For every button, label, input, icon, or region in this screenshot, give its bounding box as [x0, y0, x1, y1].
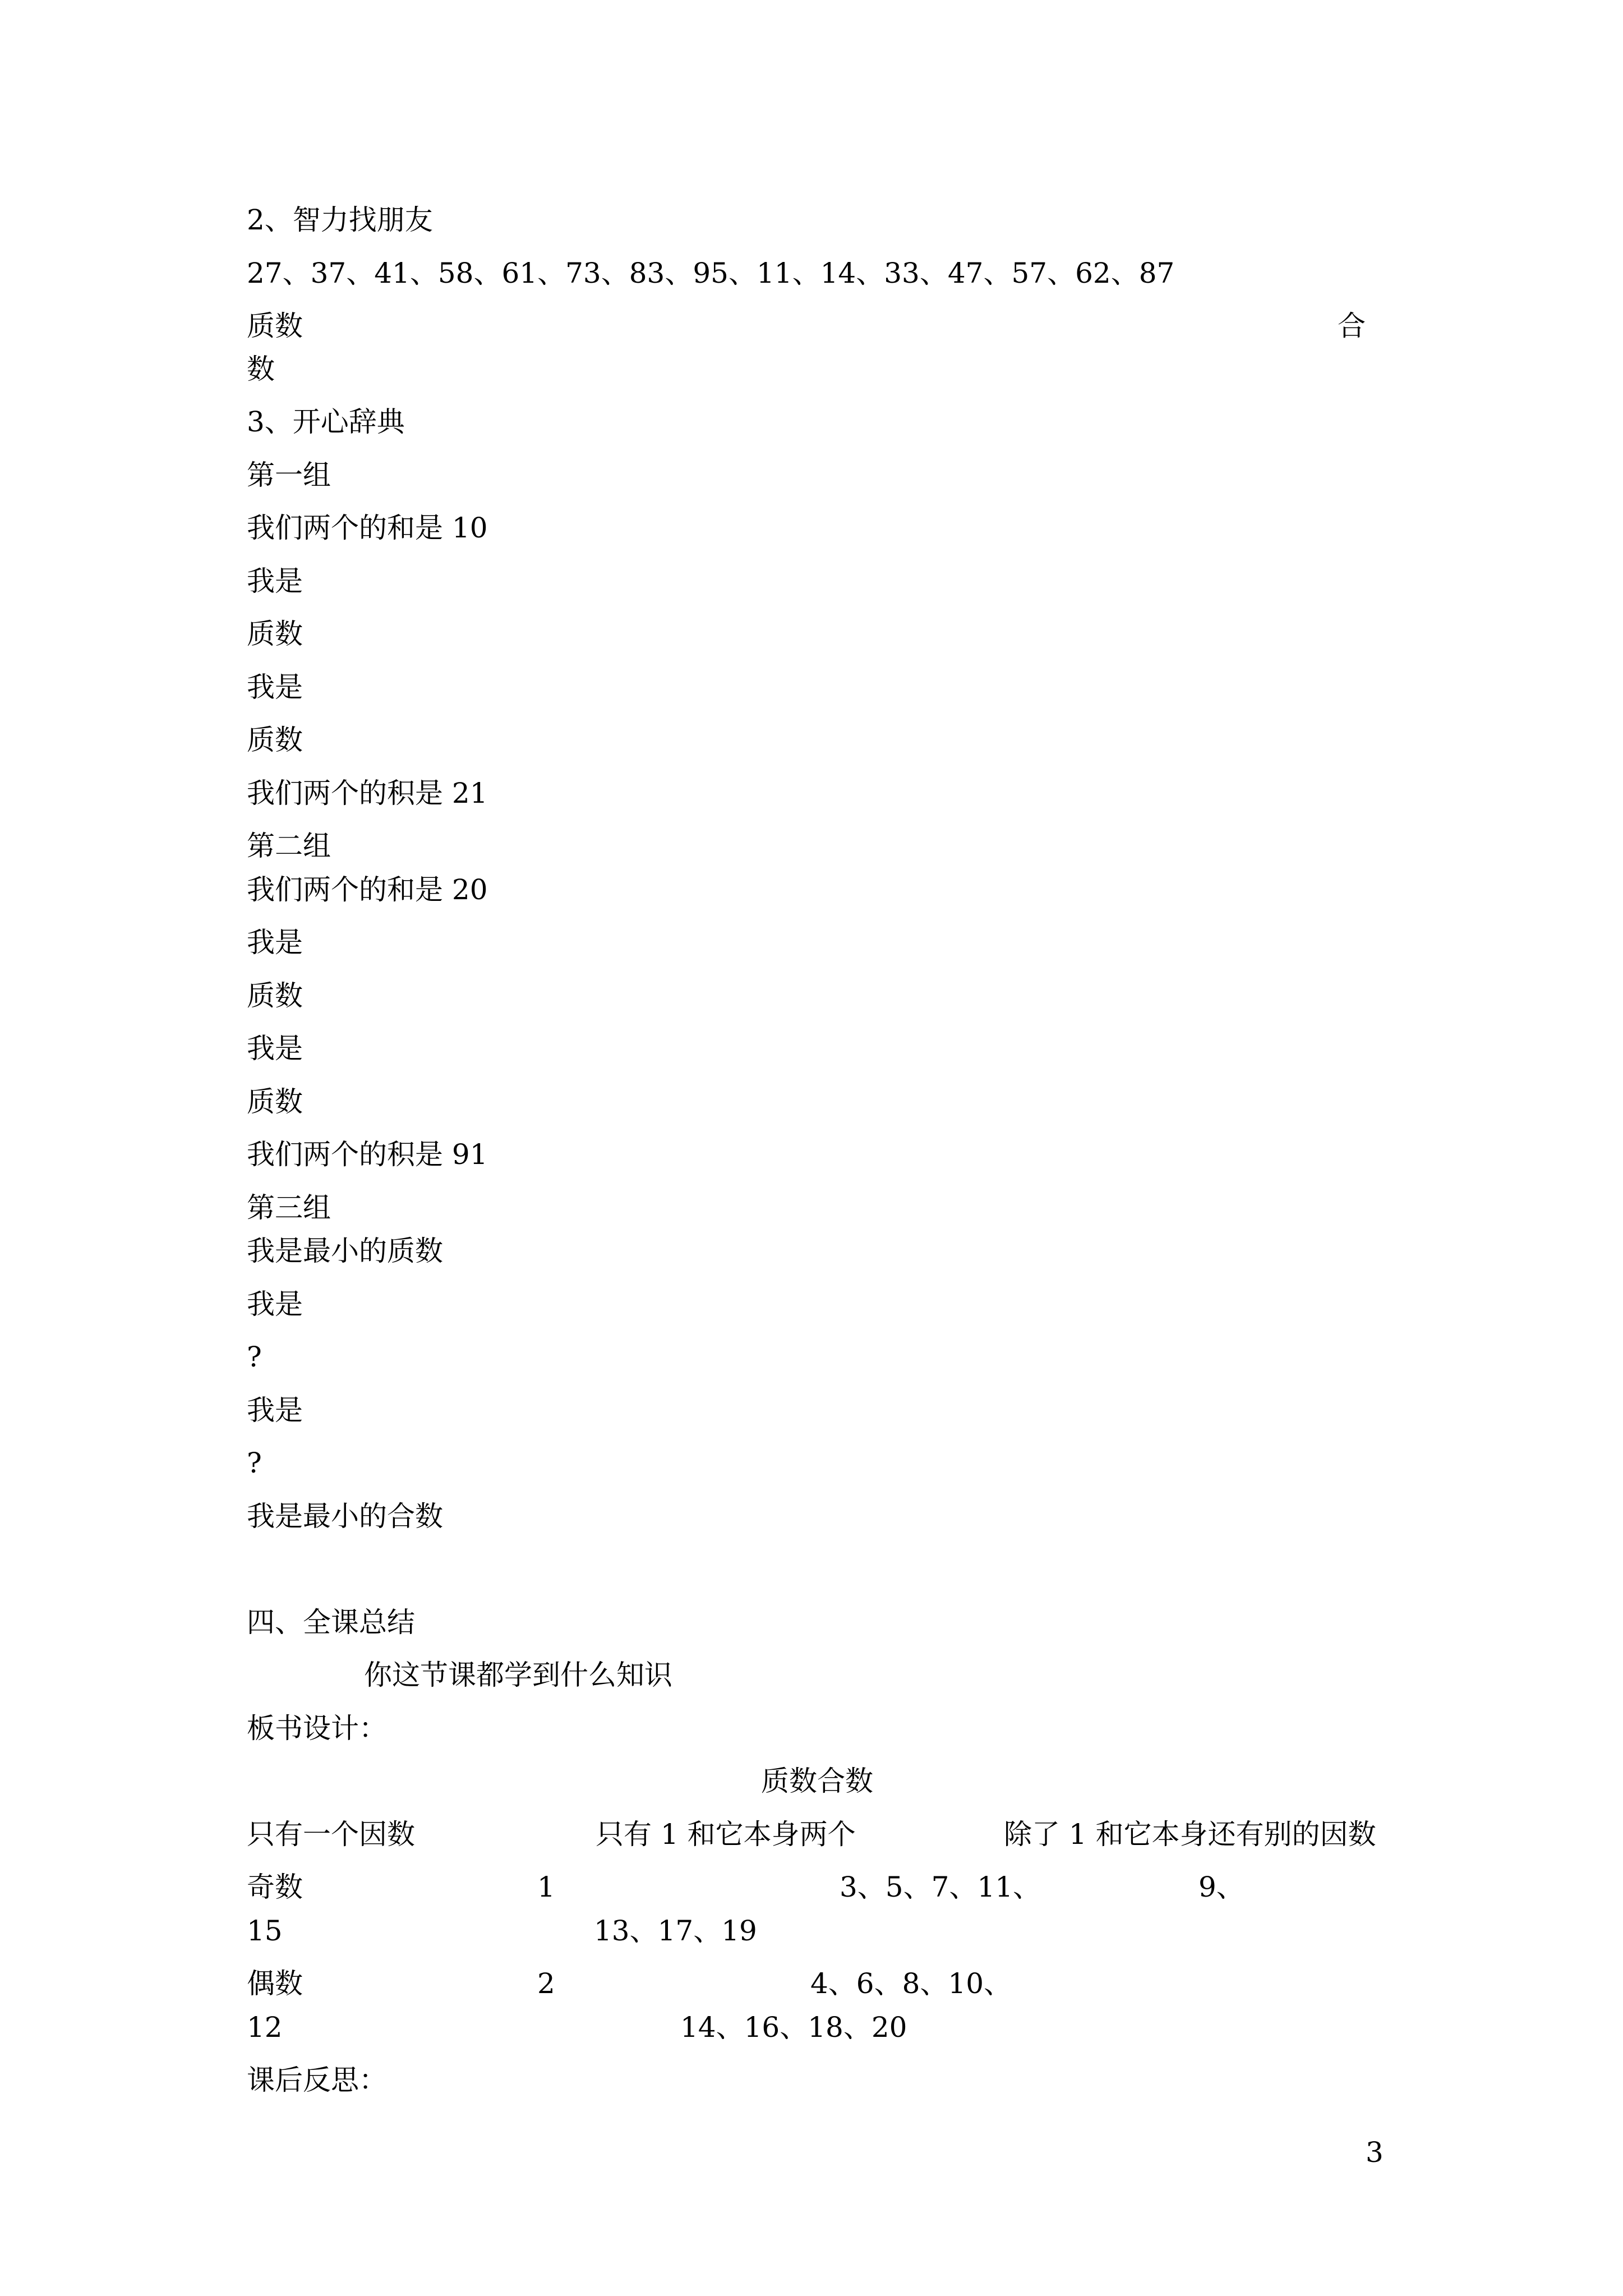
even-composites-line-3: 14、16、18、20 [680, 2011, 907, 2044]
odd-one-factor: 1 [537, 1871, 555, 1903]
group-1-i-am-1: 我是 [247, 565, 303, 597]
board-title: 质数合数 [761, 1765, 873, 1797]
group-1-product: 我们两个的积是 21 [247, 777, 488, 809]
board-design-label: 板书设计： [247, 1712, 387, 1745]
group-1-prime-2: 质数 [247, 724, 303, 756]
header-two-factors: 只有 1 和它本身两个 [596, 1818, 856, 1851]
group-2-product: 我们两个的积是 91 [247, 1138, 488, 1171]
group-2-prime-2: 质数 [247, 1085, 303, 1118]
group-3-question-1: ? [247, 1341, 262, 1373]
even-one-factor: 2 [537, 1967, 555, 2000]
odd-primes-line-2: 13、17、19 [594, 1915, 757, 1947]
reflection-label: 课后反思： [247, 2064, 387, 2096]
summary-question: 你这节课都学到什么知识 [364, 1659, 672, 1691]
odd-composites-line-1: 9、 [1198, 1871, 1244, 1903]
composite-label-part1: 合 [1338, 310, 1366, 342]
group-1-i-am-2: 我是 [247, 671, 303, 703]
page-number: 3 [1366, 2136, 1384, 2169]
group-1-prime-1: 质数 [247, 618, 303, 650]
group-3-smallest-composite: 我是最小的合数 [247, 1500, 443, 1533]
group-3-question-2: ? [247, 1447, 262, 1479]
even-composites-line-2: 12 [247, 2011, 283, 2044]
group-3-i-am-1: 我是 [247, 1288, 303, 1320]
odd-composites-line-2: 15 [247, 1915, 283, 1947]
composite-label-part2: 数 [247, 353, 275, 385]
prime-label: 质数 [247, 310, 303, 342]
group-3-i-am-2: 我是 [247, 1394, 303, 1427]
number-list: 27、37、41、58、61、73、83、95、11、14、33、47、57、62、87 [247, 257, 1175, 289]
section-3-heading: 3、开心辞典 [247, 406, 405, 438]
section-2-heading: 2、智力找朋友 [247, 204, 433, 236]
group-2-i-am-1: 我是 [247, 926, 303, 959]
group-3-title: 第三组 [247, 1191, 331, 1224]
even-label: 偶数 [247, 1967, 303, 2000]
header-one-factor: 只有一个因数 [247, 1818, 415, 1851]
group-2-title: 第二组 [247, 830, 331, 862]
group-3-smallest-prime: 我是最小的质数 [247, 1235, 443, 1267]
group-2-i-am-2: 我是 [247, 1032, 303, 1065]
group-1-title: 第一组 [247, 459, 331, 491]
even-composites-line-1: 4、6、8、10、 [810, 1967, 1012, 2000]
group-2-prime-1: 质数 [247, 979, 303, 1012]
odd-label: 奇数 [247, 1871, 303, 1903]
section-4-heading: 四、全课总结 [247, 1606, 415, 1639]
header-more-factors: 除了 1 和它本身还有别的因数 [1004, 1818, 1376, 1851]
group-1-sum: 我们两个的和是 10 [247, 512, 488, 544]
group-2-sum: 我们两个的和是 20 [247, 873, 488, 906]
odd-primes-line-1: 3、5、7、11、 [840, 1871, 1041, 1903]
